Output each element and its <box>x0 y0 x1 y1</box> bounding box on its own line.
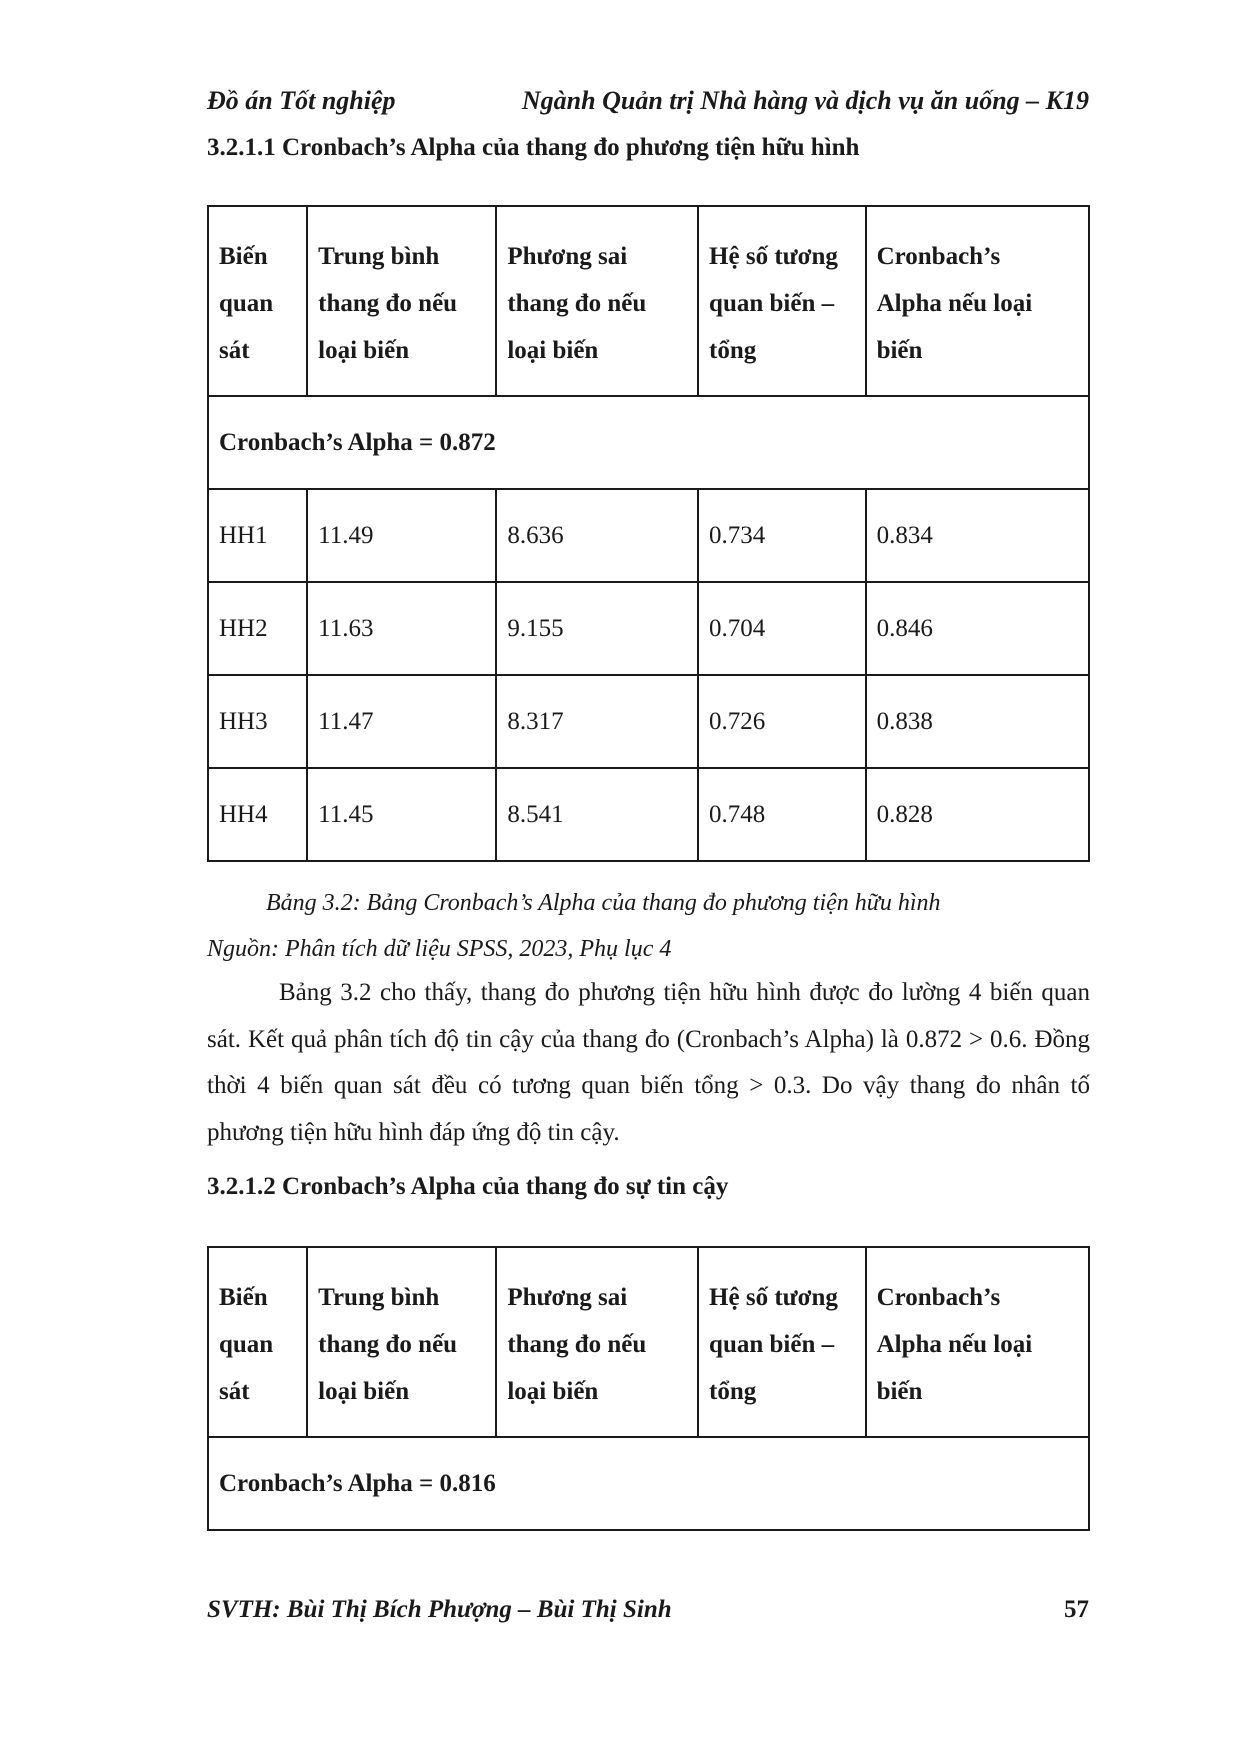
header-observed-variable: Biến quan sát <box>208 1247 307 1437</box>
table-caption: Bảng 3.2: Bảng Cronbach’s Alpha của thang đo phương tiện hữu hình <box>266 890 941 916</box>
header-item-total-correlation: Hệ số tương quan biến – tổng <box>698 1247 866 1437</box>
alpha-value: Cronbach’s Alpha = 0.872 <box>208 396 1089 489</box>
cell-variable: HH2 <box>208 582 307 675</box>
header-major: Ngành Quản trị Nhà hàng và dịch vụ ăn uống – K19 <box>521 86 1089 115</box>
cell-scale-variance: 8.317 <box>496 675 698 768</box>
header-alpha-if-deleted: Cronbach’s Alpha nếu loại biến <box>866 206 1089 396</box>
cell-alpha-if-deleted: 0.834 <box>866 489 1089 582</box>
cell-scale-variance: 9.155 <box>496 582 698 675</box>
cell-variable: HH4 <box>208 768 307 861</box>
alpha-value: Cronbach’s Alpha = 0.816 <box>208 1437 1089 1530</box>
page-number: 57 <box>1064 1596 1089 1623</box>
cell-scale-mean: 11.63 <box>307 582 496 675</box>
section-heading-tangibles: 3.2.1.1 Cronbach’s Alpha của thang đo phương tiện hữu hình <box>207 134 860 161</box>
cell-correlation: 0.734 <box>698 489 866 582</box>
alpha-row <box>208 396 1089 489</box>
table-row <box>208 582 1089 675</box>
cell-scale-mean: 11.49 <box>307 489 496 582</box>
section-heading-reliability: 3.2.1.2 Cronbach’s Alpha của thang đo sự tin cậy <box>207 1173 729 1200</box>
header-scale-mean: Trung bình thang đo nếu loại biến <box>307 1247 496 1437</box>
cell-alpha-if-deleted: 0.838 <box>866 675 1089 768</box>
cell-variable: HH3 <box>208 675 307 768</box>
footer-authors: SVTH: Bùi Thị Bích Phượng – Bùi Thị Sinh <box>207 1596 672 1623</box>
cell-alpha-if-deleted: 0.846 <box>866 582 1089 675</box>
analysis-paragraph: Bảng 3.2 cho thấy, thang đo phương tiện hữu hình được đo lường 4 biến quan sát. Kết quả phân tích độ tin cậy của thang đo (Cronbach’s Alpha) là 0.872 > 0.6. Đồng thời 4 biến quan sát đều có tương quan biến tổng > 0.3. Do vậy thang đo nhân tố phương tiện hữu hình đáp ứng độ tin cậy. <box>207 979 1090 1146</box>
cell-variable: HH1 <box>208 489 307 582</box>
table-header-row <box>208 206 1089 396</box>
header-item-total-correlation: Hệ số tương quan biến – tổng <box>698 206 866 396</box>
cell-scale-mean: 11.47 <box>307 675 496 768</box>
table-row <box>208 768 1089 861</box>
cell-correlation: 0.726 <box>698 675 866 768</box>
alpha-row <box>208 1437 1089 1530</box>
table-row <box>208 675 1089 768</box>
header-scale-variance: Phương sai thang đo nếu loại biến <box>496 206 698 396</box>
table-source: Nguồn: Phân tích dữ liệu SPSS, 2023, Phụ lục 4 <box>207 936 672 962</box>
table-reliability <box>207 1246 1090 1531</box>
cell-alpha-if-deleted: 0.828 <box>866 768 1089 861</box>
header-alpha-if-deleted: Cronbach’s Alpha nếu loại biến <box>866 1247 1089 1437</box>
cell-scale-variance: 8.636 <box>496 489 698 582</box>
table-tangibles <box>207 205 1090 862</box>
header-scale-variance: Phương sai thang đo nếu loại biến <box>496 1247 698 1437</box>
table-header-row <box>208 1247 1089 1437</box>
header-document-type: Đồ án Tốt nghiệp <box>207 86 396 115</box>
cell-scale-mean: 11.45 <box>307 768 496 861</box>
cell-correlation: 0.704 <box>698 582 866 675</box>
table-row <box>208 489 1089 582</box>
header-observed-variable: Biến quan sát <box>208 206 307 396</box>
cell-correlation: 0.748 <box>698 768 866 861</box>
header-scale-mean: Trung bình thang đo nếu loại biến <box>307 206 496 396</box>
cell-scale-variance: 8.541 <box>496 768 698 861</box>
